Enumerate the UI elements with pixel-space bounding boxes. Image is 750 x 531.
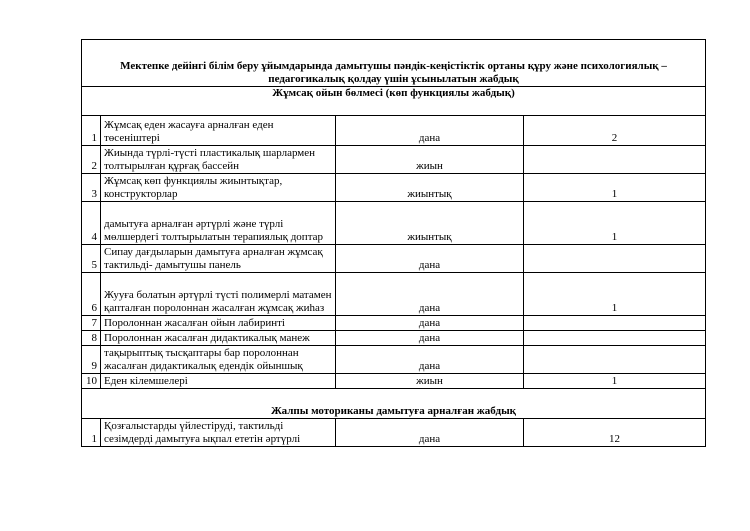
item-quantity xyxy=(524,146,706,174)
row-number: 7 xyxy=(82,316,101,331)
item-unit: дана xyxy=(336,116,524,146)
item-unit: жиынтық xyxy=(336,202,524,245)
table-row xyxy=(82,202,706,245)
table-row xyxy=(82,174,706,202)
row-number: 10 xyxy=(82,374,101,389)
row-number: 8 xyxy=(82,331,101,346)
row-number: 4 xyxy=(82,202,101,245)
row-number: 1 xyxy=(82,419,101,447)
item-name: Жиында түрлі-түсті пластикалық шарлармен толтырылған құрғақ бассейн xyxy=(101,146,336,174)
item-unit: дана xyxy=(336,419,524,447)
equipment-table xyxy=(81,39,706,447)
item-quantity xyxy=(524,316,706,331)
row-number: 3 xyxy=(82,174,101,202)
table-row xyxy=(82,346,706,374)
item-quantity: 1 xyxy=(524,202,706,245)
item-quantity: 1 xyxy=(524,174,706,202)
item-unit: дана xyxy=(336,346,524,374)
section-heading-soft-playroom: Жұмсақ ойын бөлмесі (көп функциялы жабдық) xyxy=(82,87,706,116)
item-name: Жұмсақ еден жасауға арналған еден төсеніштері xyxy=(101,116,336,146)
item-name: Поролоннан жасалған ойын лабиринті xyxy=(101,316,336,331)
item-quantity xyxy=(524,245,706,273)
table-row xyxy=(82,116,706,146)
item-unit: жиын xyxy=(336,146,524,174)
table-row xyxy=(82,273,706,316)
item-name: тақырыптық тысқаптары бар поролоннан жасалған дидактикалық едендік ойыншық xyxy=(101,346,336,374)
table-row xyxy=(82,316,706,331)
row-number: 9 xyxy=(82,346,101,374)
item-unit: дана xyxy=(336,245,524,273)
document-title: Мектепке дейінгі білім беру ұйымдарында дамытушы пәндік-кеңістіктік ортаны құру және психологиялық –педагогикалық қолдау үшін ұсынылатын жабдық xyxy=(82,40,706,87)
table-row xyxy=(82,374,706,389)
item-name: дамытуға арналған әртүрлі және түрлі мөлшердегі толтырылатын терапиялық доптар xyxy=(101,202,336,245)
item-quantity: 12 xyxy=(524,419,706,447)
item-unit: жиын xyxy=(336,374,524,389)
item-name: Жұмсақ көп функциялы жиынтықтар, конструкторлар xyxy=(101,174,336,202)
row-number: 5 xyxy=(82,245,101,273)
row-number: 6 xyxy=(82,273,101,316)
section-heading-gross-motor: Жалпы моториканы дамытуға арналған жабдық xyxy=(82,389,706,419)
table-row xyxy=(82,419,706,447)
item-quantity: 1 xyxy=(524,273,706,316)
item-name: Поролоннан жасалған дидактикалық манеж xyxy=(101,331,336,346)
item-name: Қозғалыстарды үйлестіруді, тактильді сезімдерді дамытуға ықпал ететін әртүрлі xyxy=(101,419,336,447)
item-unit: дана xyxy=(336,316,524,331)
row-number: 2 xyxy=(82,146,101,174)
item-unit: дана xyxy=(336,331,524,346)
item-name: Еден кілемшелері xyxy=(101,374,336,389)
item-unit: жиынтық xyxy=(336,174,524,202)
item-quantity: 2 xyxy=(524,116,706,146)
table-row xyxy=(82,331,706,346)
item-quantity xyxy=(524,346,706,374)
item-quantity xyxy=(524,331,706,346)
item-quantity: 1 xyxy=(524,374,706,389)
item-name: Сипау дағдыларын дамытуға арналған жұмсақ тактильді- дамытушы панель xyxy=(101,245,336,273)
item-name: Жууға болатын әртүрлі түсті полимерлі матамен қапталған поролоннан жасалған жұмсақ жиhаз xyxy=(101,273,336,316)
table-row xyxy=(82,146,706,174)
table-row xyxy=(82,245,706,273)
row-number: 1 xyxy=(82,116,101,146)
item-unit: дана xyxy=(336,273,524,316)
